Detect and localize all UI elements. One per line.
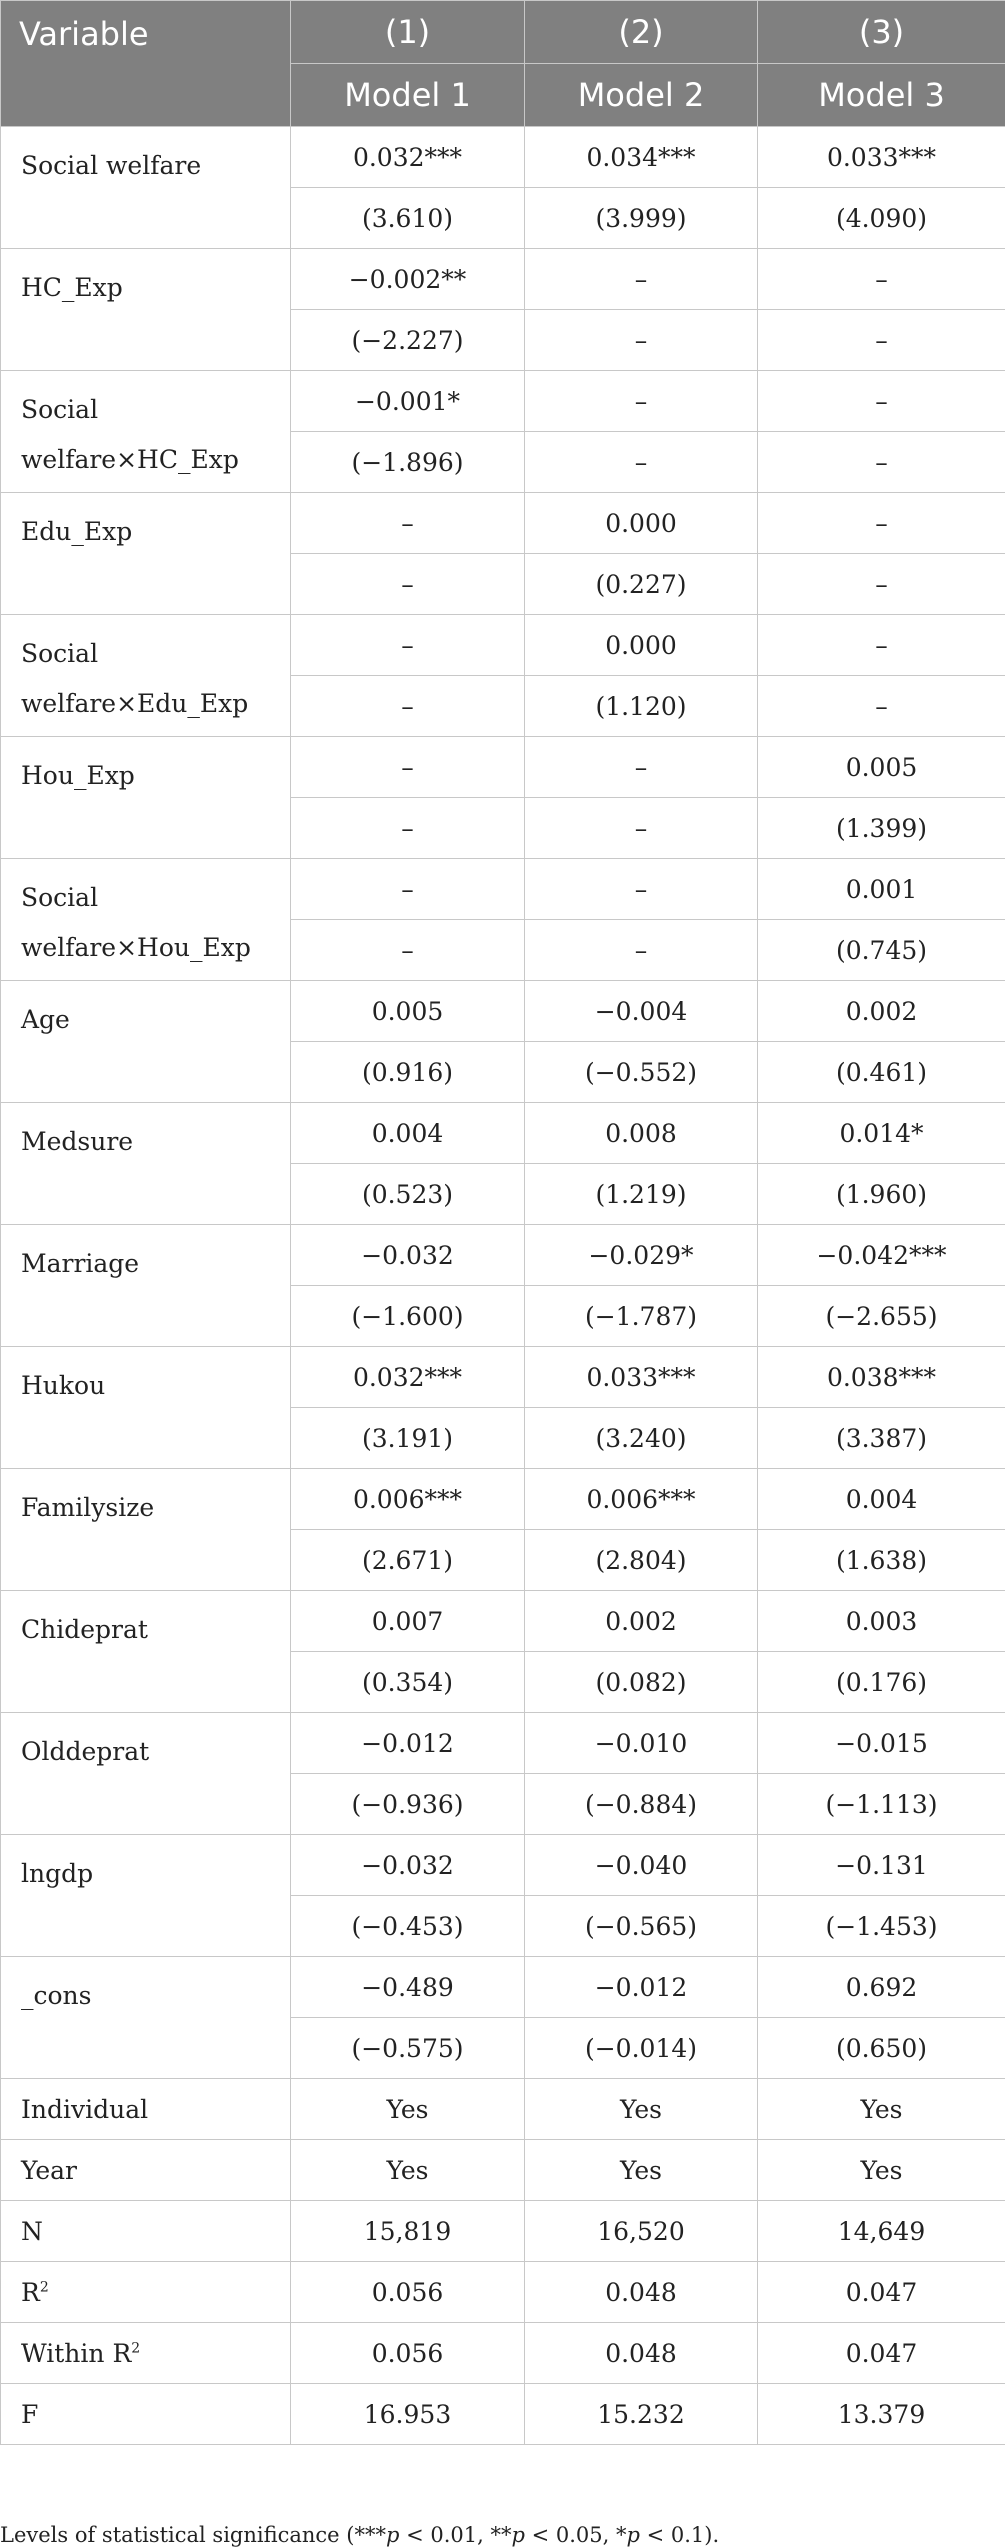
coefficient-cell: – [758, 371, 1005, 432]
t-statistic-cell: – [525, 432, 758, 493]
variable-name-cell: lngdp [1, 1835, 291, 1957]
summary-value-cell: 15.232 [525, 2384, 758, 2445]
coefficient-cell: −0.001* [291, 371, 525, 432]
summary-label-cell [1, 2079, 291, 2140]
summary-label: Year [21, 2155, 77, 2185]
variable-name-cell: Social welfare [1, 127, 291, 249]
summary-row [1, 2201, 1005, 2262]
coefficient-cell: 0.033*** [525, 1347, 758, 1408]
summary-label-superscript: 2 [131, 2340, 141, 2357]
table-row-coefficient [1, 1469, 1005, 1530]
t-statistic-cell: – [758, 310, 1005, 371]
summary-label-cell [1, 2140, 291, 2201]
table-row-coefficient [1, 1103, 1005, 1164]
t-statistic-cell: (2.804) [525, 1530, 758, 1591]
coefficient-cell: −0.029* [525, 1225, 758, 1286]
variable-name-cell: HC_Exp [1, 249, 291, 371]
summary-label: R [21, 2277, 40, 2307]
coefficient-cell: −0.002** [291, 249, 525, 310]
coefficient-cell: – [758, 493, 1005, 554]
variable-name-cell: Social welfare×Edu_Exp [1, 615, 291, 737]
summary-value-cell: Yes [291, 2079, 525, 2140]
coefficient-cell: 0.000 [525, 615, 758, 676]
variable-name-cell: Social welfare×HC_Exp [1, 371, 291, 493]
t-statistic-cell: (0.745) [758, 920, 1005, 981]
model-header-1: Model 1 [291, 64, 525, 127]
t-statistic-cell: (−1.896) [291, 432, 525, 493]
coefficient-cell: −0.012 [525, 1957, 758, 2018]
t-statistic-cell: – [525, 920, 758, 981]
t-statistic-cell: (0.176) [758, 1652, 1005, 1713]
coefficient-cell: −0.004 [525, 981, 758, 1042]
coefficient-cell: 0.006*** [291, 1469, 525, 1530]
table-row-coefficient [1, 127, 1005, 188]
coefficient-cell: −0.015 [758, 1713, 1005, 1774]
coefficient-cell: – [291, 859, 525, 920]
table-row-coefficient [1, 493, 1005, 554]
coefficient-cell: – [525, 371, 758, 432]
summary-value-cell: 15,819 [291, 2201, 525, 2262]
coefficient-cell: −0.040 [525, 1835, 758, 1896]
col-number-2: (2) [525, 1, 758, 64]
coefficient-cell: 0.005 [291, 981, 525, 1042]
variable-name-cell: Social welfare×Hou_Exp [1, 859, 291, 981]
variable-name-cell: Hou_Exp [1, 737, 291, 859]
coefficient-cell: – [525, 737, 758, 798]
coefficient-cell: – [525, 249, 758, 310]
coefficient-cell: – [291, 493, 525, 554]
variable-name-cell: Olddeprat [1, 1713, 291, 1835]
t-statistic-cell: – [525, 310, 758, 371]
summary-label-superscript: 2 [39, 2279, 49, 2296]
t-statistic-cell: (−0.936) [291, 1774, 525, 1835]
summary-value-cell: 16.953 [291, 2384, 525, 2445]
coefficient-cell: 0.032*** [291, 127, 525, 188]
coefficient-cell: 0.004 [758, 1469, 1005, 1530]
table-row-coefficient [1, 1347, 1005, 1408]
table-row-coefficient [1, 1835, 1005, 1896]
table-row-coefficient [1, 981, 1005, 1042]
col-number-3: (3) [758, 1, 1005, 64]
note-p3: p [626, 2523, 640, 2547]
t-statistic-cell: (1.120) [525, 676, 758, 737]
t-statistic-cell: (3.999) [525, 188, 758, 249]
note-t3: < 0.1). [639, 2523, 720, 2547]
t-statistic-cell: (3.240) [525, 1408, 758, 1469]
t-statistic-cell: (−1.787) [525, 1286, 758, 1347]
t-statistic-cell: (−0.453) [291, 1896, 525, 1957]
variable-name-cell: Marriage [1, 1225, 291, 1347]
t-statistic-cell: (0.227) [525, 554, 758, 615]
col-number-1: (1) [291, 1, 525, 64]
summary-label-cell [1, 2262, 291, 2323]
coefficient-cell: −0.012 [291, 1713, 525, 1774]
summary-value-cell: 0.047 [758, 2323, 1005, 2384]
coefficient-cell: 0.001 [758, 859, 1005, 920]
note-prefix: Levels of statistical significance (*** [0, 2523, 386, 2547]
summary-value-cell: 0.056 [291, 2323, 525, 2384]
summary-value-cell: 16,520 [525, 2201, 758, 2262]
t-statistic-cell: – [758, 554, 1005, 615]
variable-name-cell: Age [1, 981, 291, 1103]
t-statistic-cell: (0.082) [525, 1652, 758, 1713]
coefficient-cell: −0.489 [291, 1957, 525, 2018]
coefficient-cell: −0.131 [758, 1835, 1005, 1896]
table-row-coefficient [1, 1225, 1005, 1286]
t-statistic-cell: – [291, 554, 525, 615]
table-row-coefficient [1, 249, 1005, 310]
t-statistic-cell: (−1.600) [291, 1286, 525, 1347]
t-statistic-cell: (3.610) [291, 188, 525, 249]
table-row-coefficient [1, 737, 1005, 798]
coefficient-cell: 0.000 [525, 493, 758, 554]
summary-row [1, 2079, 1005, 2140]
coefficient-cell: – [758, 615, 1005, 676]
summary-row [1, 2140, 1005, 2201]
t-statistic-cell: (−0.565) [525, 1896, 758, 1957]
summary-label-cell [1, 2384, 291, 2445]
coefficient-cell: −0.032 [291, 1835, 525, 1896]
t-statistic-cell: (0.916) [291, 1042, 525, 1103]
table-row-coefficient [1, 1713, 1005, 1774]
table-row-coefficient [1, 615, 1005, 676]
t-statistic-cell: (1.638) [758, 1530, 1005, 1591]
t-statistic-cell: (1.399) [758, 798, 1005, 859]
summary-label: N [21, 2216, 43, 2246]
t-statistic-cell: (−0.014) [525, 2018, 758, 2079]
variable-name-cell: Edu_Exp [1, 493, 291, 615]
coefficient-cell: – [758, 249, 1005, 310]
note-p2: p [511, 2523, 525, 2547]
summary-value-cell: 13.379 [758, 2384, 1005, 2445]
t-statistic-cell: (0.523) [291, 1164, 525, 1225]
t-statistic-cell: (0.354) [291, 1652, 525, 1713]
coefficient-cell: 0.004 [291, 1103, 525, 1164]
coefficient-cell: −0.010 [525, 1713, 758, 1774]
table-body [1, 127, 1005, 2445]
coefficient-cell: – [291, 615, 525, 676]
t-statistic-cell: (−2.227) [291, 310, 525, 371]
t-statistic-cell: (4.090) [758, 188, 1005, 249]
summary-value-cell: Yes [525, 2079, 758, 2140]
t-statistic-cell: – [758, 432, 1005, 493]
coefficient-cell: 0.034*** [525, 127, 758, 188]
t-statistic-cell: (−0.552) [525, 1042, 758, 1103]
variable-name-cell: Chideprat [1, 1591, 291, 1713]
summary-row [1, 2323, 1005, 2384]
t-statistic-cell: (0.650) [758, 2018, 1005, 2079]
variable-name-cell: _cons [1, 1957, 291, 2079]
t-statistic-cell: (2.671) [291, 1530, 525, 1591]
table-row-coefficient [1, 371, 1005, 432]
note-t2: < 0.05, * [524, 2523, 627, 2547]
t-statistic-cell: – [291, 920, 525, 981]
summary-value-cell: Yes [758, 2079, 1005, 2140]
summary-label-cell [1, 2201, 291, 2262]
coefficient-cell: −0.032 [291, 1225, 525, 1286]
t-statistic-cell: – [525, 798, 758, 859]
note-p1: p [385, 2523, 400, 2547]
t-statistic-cell: – [291, 798, 525, 859]
significance-note [0, 2523, 719, 2547]
t-statistic-cell: (3.387) [758, 1408, 1005, 1469]
header-row-numbers [1, 1, 1005, 64]
t-statistic-cell: (−0.884) [525, 1774, 758, 1835]
summary-label: F [21, 2399, 39, 2429]
coefficient-cell: −0.042*** [758, 1225, 1005, 1286]
summary-label: Within R [21, 2338, 132, 2368]
coefficient-cell: 0.014* [758, 1103, 1005, 1164]
summary-value-cell: 0.048 [525, 2262, 758, 2323]
t-statistic-cell: (−1.113) [758, 1774, 1005, 1835]
t-statistic-cell: (−0.575) [291, 2018, 525, 2079]
coefficient-cell: 0.032*** [291, 1347, 525, 1408]
t-statistic-cell: – [758, 676, 1005, 737]
summary-value-cell: 14,649 [758, 2201, 1005, 2262]
coefficient-cell: – [291, 737, 525, 798]
variable-header: Variable [1, 1, 291, 127]
coefficient-cell: 0.008 [525, 1103, 758, 1164]
t-statistic-cell: – [291, 676, 525, 737]
coefficient-cell: 0.005 [758, 737, 1005, 798]
coefficient-cell: – [525, 859, 758, 920]
summary-value-cell: 0.048 [525, 2323, 758, 2384]
t-statistic-cell: (3.191) [291, 1408, 525, 1469]
coefficient-cell: 0.007 [291, 1591, 525, 1652]
model-header-3: Model 3 [758, 64, 1005, 127]
t-statistic-cell: (1.219) [525, 1164, 758, 1225]
coefficient-cell: 0.006*** [525, 1469, 758, 1530]
summary-row [1, 2262, 1005, 2323]
coefficient-cell: 0.003 [758, 1591, 1005, 1652]
variable-name-cell: Hukou [1, 1347, 291, 1469]
summary-row [1, 2384, 1005, 2445]
table-row-coefficient [1, 1957, 1005, 2018]
t-statistic-cell: (1.960) [758, 1164, 1005, 1225]
variable-name-cell: Medsure [1, 1103, 291, 1225]
summary-value-cell: Yes [291, 2140, 525, 2201]
summary-value-cell: Yes [758, 2140, 1005, 2201]
table-row-coefficient [1, 1591, 1005, 1652]
summary-label: Individual [21, 2094, 149, 2124]
summary-label-cell [1, 2323, 291, 2384]
coefficient-cell: 0.692 [758, 1957, 1005, 2018]
t-statistic-cell: (0.461) [758, 1042, 1005, 1103]
summary-value-cell: 0.056 [291, 2262, 525, 2323]
table-row-coefficient [1, 859, 1005, 920]
variable-name-cell: Familysize [1, 1469, 291, 1591]
t-statistic-cell: (−2.655) [758, 1286, 1005, 1347]
model-header-2: Model 2 [525, 64, 758, 127]
coefficient-cell: 0.002 [758, 981, 1005, 1042]
coefficient-cell: 0.033*** [758, 127, 1005, 188]
summary-value-cell: 0.047 [758, 2262, 1005, 2323]
coefficient-cell: 0.002 [525, 1591, 758, 1652]
table-header [1, 1, 1005, 127]
coefficient-cell: 0.038*** [758, 1347, 1005, 1408]
summary-value-cell: Yes [525, 2140, 758, 2201]
t-statistic-cell: (−1.453) [758, 1896, 1005, 1957]
note-t1: < 0.01, ** [399, 2523, 512, 2547]
